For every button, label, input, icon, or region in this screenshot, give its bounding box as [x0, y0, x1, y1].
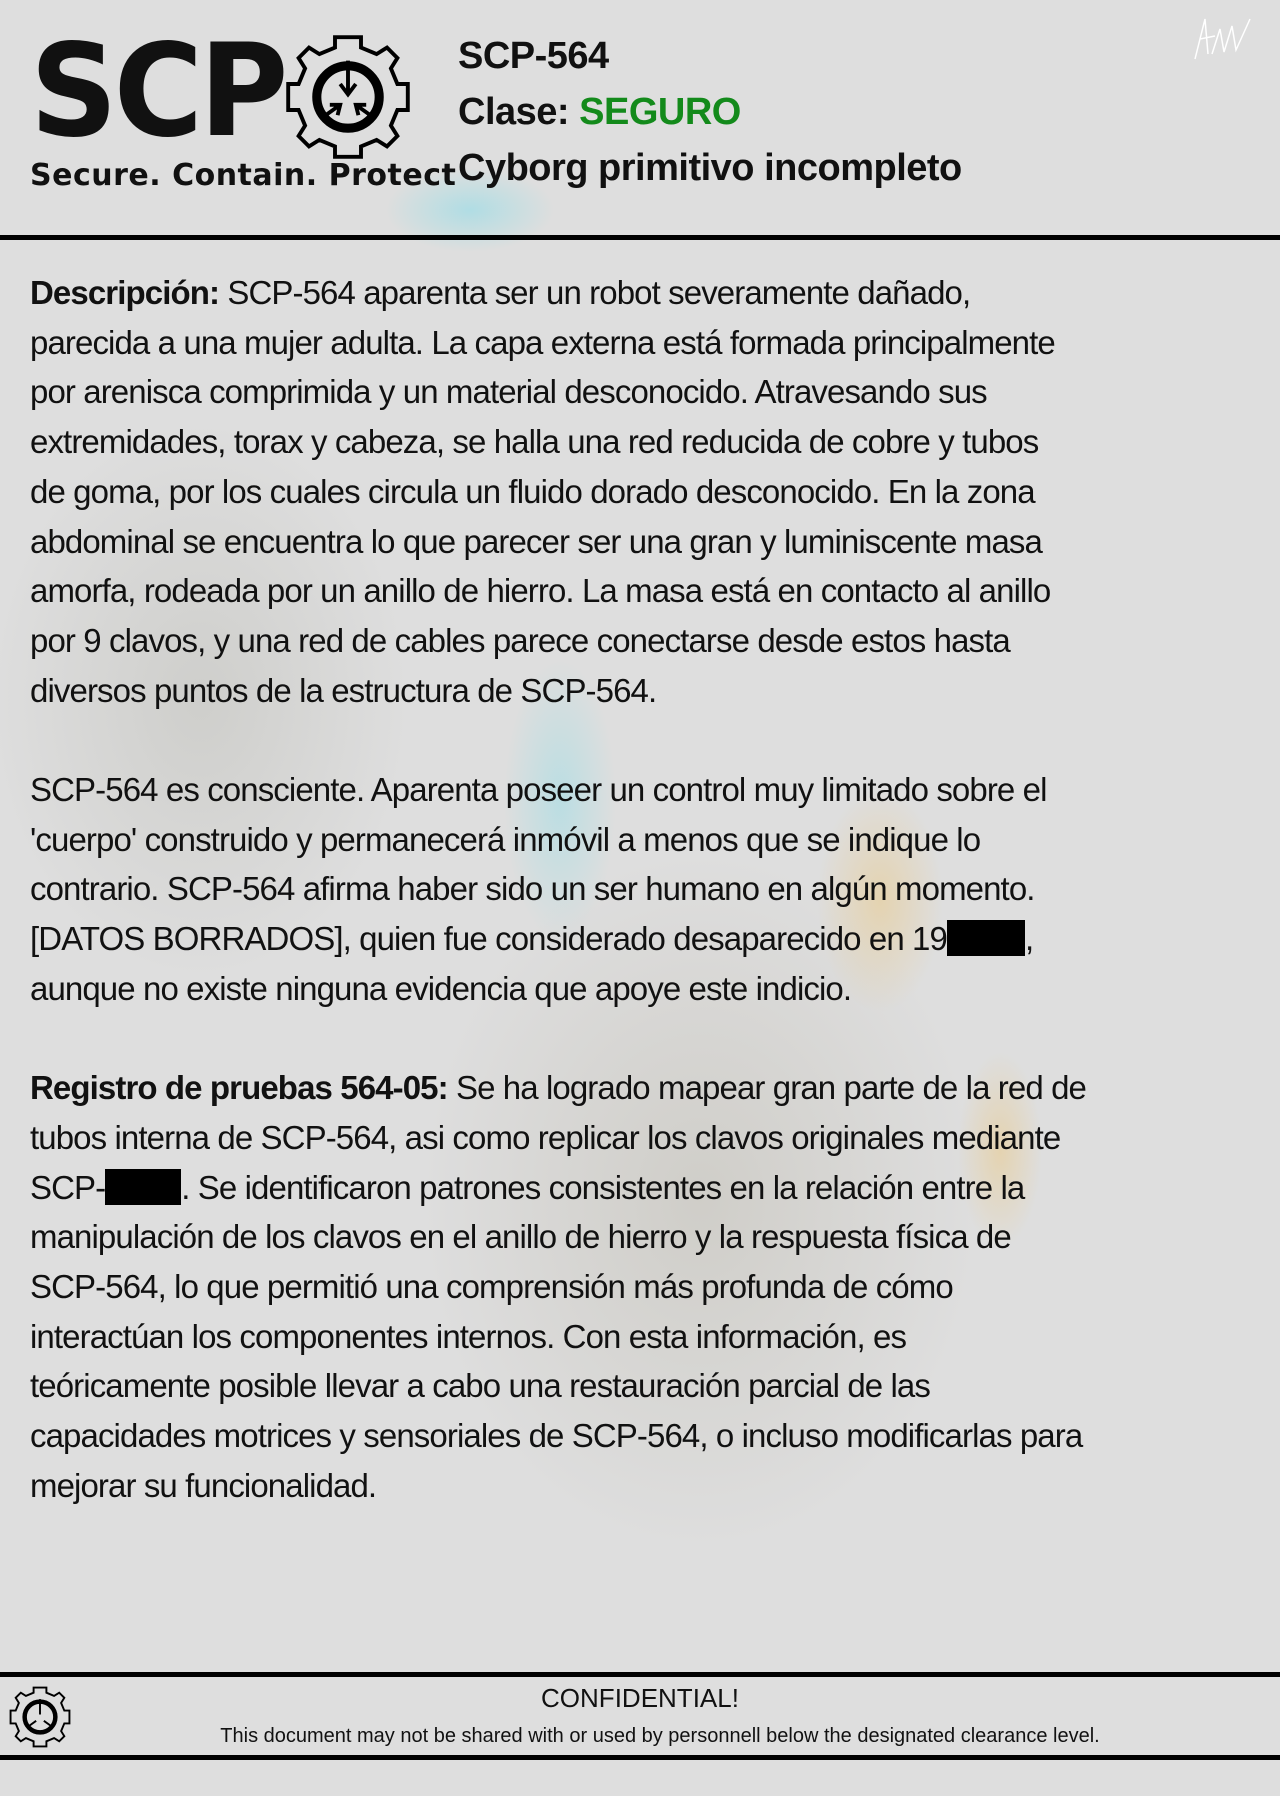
header-divider	[0, 235, 1280, 240]
class-value: SEGURO	[579, 91, 741, 133]
text-line: [DATOS BORRADOS], quien fue considerado desaparecido en 19	[30, 920, 947, 958]
description-label: Descripción:	[30, 274, 220, 311]
text-line: . Se identificaron patrones consistentes en la relación entre la	[181, 1168, 1025, 1206]
object-class	[458, 84, 962, 140]
redaction-bar	[105, 1169, 181, 1205]
text-line: ,	[1024, 920, 1034, 958]
text-line: de goma, por los cuales circula un fluido dorado desconocido. En la zona	[30, 472, 1035, 510]
text-line: SCP-564 aparenta ser un robot severamente dañado,	[219, 274, 971, 311]
scp-wordmark: SCP	[30, 17, 285, 166]
text-line: SCP-564, lo que permitió una comprensión más profunda de cómo	[30, 1268, 953, 1306]
confidential-notice: This document may not be shared with or used by personnell below the designated clearance level.	[220, 1725, 1100, 1747]
text-line: teóricamente posible llevar a cabo una restauración parcial de las	[30, 1367, 930, 1405]
document-body	[30, 268, 1270, 1560]
consciousness-section	[30, 765, 1270, 1014]
confidential-title: CONFIDENTIAL!	[541, 1683, 739, 1713]
text-line: por arenisca comprimida y un material desconocido. Atravesando sus	[30, 373, 987, 411]
text-line: SCP-	[30, 1168, 106, 1206]
document-header	[458, 28, 962, 196]
text-line: amorfa, rodeada por un anillo de hierro. La masa está en contacto al anillo	[30, 572, 1051, 610]
test-log-section	[30, 1063, 1270, 1510]
artist-signature-icon	[1190, 14, 1260, 64]
text-line: contrario. SCP-564 afirma haber sido un ser humano en algún momento.	[30, 870, 1035, 908]
scp-motto: Secure. Contain. Protect	[30, 158, 457, 193]
description-section	[30, 268, 1270, 715]
text-line: extremidades, torax y cabeza, se halla una red reducida de cobre y tubos	[30, 423, 1039, 461]
text-line: Se ha logrado mapear gran parte de la red de	[447, 1069, 1086, 1107]
text-line: 'cuerpo' construido y permanecerá inmóvil a menos que se indique lo	[30, 820, 981, 858]
text-line: diversos puntos de la estructura de SCP-564.	[30, 671, 657, 709]
text-line: aunque no existe ninguna evidencia que apoye este indicio.	[30, 969, 852, 1007]
object-title: Cyborg primitivo incompleto	[458, 147, 962, 189]
text-line: mejorar su funcionalidad.	[30, 1466, 377, 1504]
text-line: parecida a una mujer adulta. La capa externa está formada principalmente	[30, 323, 1055, 361]
text-line: interactúan los componentes internos. Con esta información, es	[30, 1317, 907, 1355]
item-number: SCP-564	[458, 35, 609, 77]
footer-top-divider	[0, 1672, 1280, 1677]
text-line: abdominal se encuentra lo que parecer ser una gran y luminiscente masa	[30, 522, 1042, 560]
footer-bottom-divider	[0, 1755, 1280, 1760]
text-line: SCP-564 es consciente. Aparenta poseer un control muy limitado sobre el	[30, 771, 1047, 809]
text-line: tubos interna de SCP-564, asi como replicar los clavos originales mediante	[30, 1118, 1061, 1156]
class-label: Clase:	[458, 91, 570, 133]
test-log-label: Registro de pruebas 564-05:	[30, 1069, 448, 1107]
text-line: manipulación de los clavos en el anillo de hierro y la respuesta física de	[30, 1218, 1011, 1256]
text-line: por 9 clavos, y una red de cables parece conectarse desde estos hasta	[30, 621, 1010, 659]
text-line: capacidades motrices y sensoriales de SCP-564, o incluso modificarlas para	[30, 1417, 1083, 1455]
scp-seal-icon	[283, 32, 413, 162]
redaction-bar	[947, 920, 1025, 956]
